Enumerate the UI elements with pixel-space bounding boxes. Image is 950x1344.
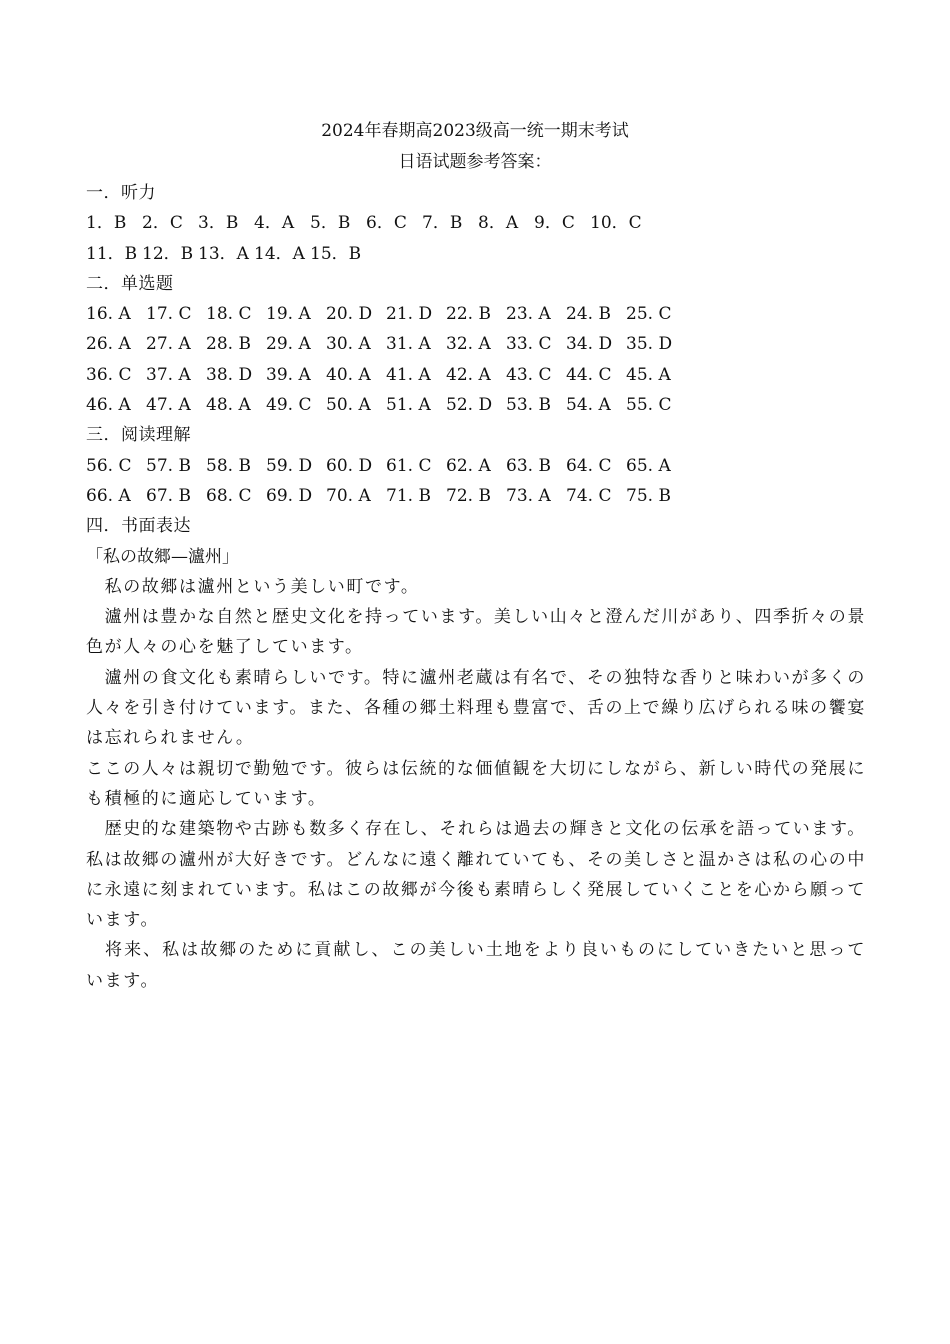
answer-item: 9．C (534, 213, 575, 234)
answer-item: 54. A (566, 395, 611, 416)
answer-item: 3．B (198, 213, 239, 234)
answer-item: 7．B (422, 213, 463, 234)
answer-item: 29. A (266, 334, 311, 355)
essay-paragraph: 私の故郷は瀘州という美しい町です。 (86, 576, 420, 597)
answer-item: 40. A (326, 364, 371, 385)
answer-item: 6．C (366, 213, 407, 234)
essay-paragraph: 瀘州の食文化も素晴らしいです。特に瀘州老蔵は有名で、その独特な香りと味わいが多くの人々を引き付けています。また、各種の郷土料理も豊富で、舌の上で繰り広げられる味の饗宴は忘れられません。 (86, 667, 866, 749)
answer-item: 64. C (566, 455, 612, 476)
answer-row (86, 451, 866, 481)
answer-item: 31. A (386, 334, 431, 355)
answer-item: 71. B (386, 485, 431, 506)
answer-item: 34. D (566, 334, 613, 355)
answer-item: 35. D (626, 334, 673, 355)
answer-item: 48. A (206, 395, 251, 416)
answer-item: 5．B (310, 213, 351, 234)
answer-item: 24. B (566, 304, 611, 325)
answer-item: 21. D (386, 304, 433, 325)
answer-item: 56. C (86, 455, 132, 476)
answer-item: 1．B (86, 213, 127, 234)
answer-item: 8．A (478, 213, 519, 234)
answer-item: 66. A (86, 485, 131, 506)
answer-item: 28. B (206, 334, 251, 355)
answer-item: 73. A (506, 485, 551, 506)
answer-item: 57. B (146, 455, 191, 476)
answer-item: 43. C (506, 364, 552, 385)
answer-content (86, 178, 866, 996)
answer-item: 62. A (446, 455, 491, 476)
answer-item: 11．B (86, 243, 138, 264)
essay-paragraph: 歴史的な建築物や古跡も数多く存在し、それらは過去の輝きと文化の伝承を語っています。 (86, 819, 866, 840)
answer-item: 51. A (386, 395, 431, 416)
answer-item: 12．B (142, 243, 194, 264)
answer-item: 68. C (206, 485, 252, 506)
answer-item: 46. A (86, 395, 131, 416)
page-subtitle: 日语试题参考答案： (398, 152, 552, 172)
answer-item: 15．B (310, 243, 362, 264)
answer-row (86, 239, 866, 269)
answer-item: 27. A (146, 334, 191, 355)
essay-paragraph: 将来、私は故郷のために貢献し、この美しい土地をより良いものにしていきたいと思っています。 (86, 940, 866, 991)
answer-row (86, 329, 866, 359)
section-heading-writing: 四．书面表达 (86, 516, 191, 537)
section-heading-reading: 三．阅读理解 (86, 425, 191, 446)
essay-paragraph: 瀘州は豊かな自然と歴史文化を持っています。美しい山々と澄んだ川があり、四季折々の景色が人々の心を魅了しています。 (86, 607, 866, 658)
answer-item: 72. B (446, 485, 491, 506)
answer-item: 49. C (266, 395, 312, 416)
answer-item: 52. D (446, 395, 493, 416)
answer-item: 45. A (626, 364, 671, 385)
essay-paragraph: ここの人々は親切で勤勉です。彼らは伝統的な価値観を大切にしながら、新しい時代の発展にも積極的に適応しています。 (86, 758, 866, 809)
answer-item: 38. D (206, 364, 253, 385)
answer-item: 23. A (506, 304, 551, 325)
answer-row (86, 481, 866, 511)
answer-item: 33. C (506, 334, 552, 355)
answer-item: 37. A (146, 364, 191, 385)
answer-item: 16. A (86, 304, 131, 325)
answer-item: 41. A (386, 364, 431, 385)
answer-item: 17. C (146, 304, 192, 325)
answer-item: 70. A (326, 485, 371, 506)
answer-item: 26. A (86, 334, 131, 355)
answer-item: 14．A (254, 243, 305, 264)
answer-item: 19. A (266, 304, 311, 325)
essay-title: 「私の故郷—瀘州」 (86, 546, 239, 567)
answer-item: 30. A (326, 334, 371, 355)
answer-row (86, 360, 866, 390)
answer-item: 59. D (266, 455, 313, 476)
answer-item: 4．A (254, 213, 295, 234)
answer-item: 67. B (146, 485, 191, 506)
answer-item: 75. B (626, 485, 671, 506)
section-heading-single-choice: 二．单选题 (86, 273, 174, 294)
answer-item: 53. B (506, 395, 551, 416)
answer-row (86, 208, 866, 238)
section-heading-listening: 一．听力 (86, 183, 156, 203)
answer-item: 39. A (266, 364, 311, 385)
answer-item: 60. D (326, 455, 373, 476)
answer-item: 74. C (566, 485, 612, 506)
answer-item: 65. A (626, 455, 671, 476)
answer-item: 42. A (446, 364, 491, 385)
answer-item: 25. C (626, 304, 672, 325)
answer-item: 18. C (206, 304, 252, 325)
answer-item: 63. B (506, 455, 551, 476)
answer-item: 13．A (198, 243, 249, 264)
answer-item: 47. A (146, 395, 191, 416)
answer-item: 2．C (142, 213, 183, 234)
answer-item: 32. A (446, 334, 491, 355)
page-title: 2024年春期高2023级高一统一期末考试 (321, 121, 629, 141)
answer-row (86, 299, 866, 329)
answer-item: 36. C (86, 364, 132, 385)
answer-row (86, 390, 866, 420)
answer-item: 58. B (206, 455, 251, 476)
answer-item: 55. C (626, 395, 672, 416)
essay-paragraph: 私は故郷の瀘州が大好きです。どんなに遠く離れていても、その美しさと温かさは私の心の中に永遠に刻まれています。私はこの故郷が今後も素晴らしく発展していくことを心から願っています。 (86, 849, 866, 931)
answer-item: 10．C (590, 213, 642, 234)
answer-item: 44. C (566, 364, 612, 385)
answer-item: 20. D (326, 304, 373, 325)
answer-item: 22. B (446, 304, 491, 325)
answer-item: 69. D (266, 485, 313, 506)
answer-item: 61. C (386, 455, 432, 476)
answer-item: 50. A (326, 395, 371, 416)
